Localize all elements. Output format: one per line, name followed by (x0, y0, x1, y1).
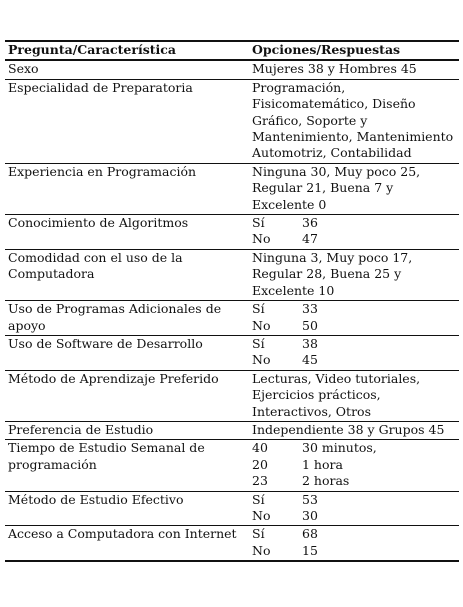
answer-cell (249, 491, 459, 526)
answer-option: No (252, 231, 271, 247)
answer-cell: Mujeres 38 y Hombres 45 (252, 61, 417, 77)
answer-option: Sí (252, 335, 265, 351)
answer-pair (252, 492, 456, 508)
question-cell: Acceso a Computadora con Internet (8, 526, 237, 542)
answer-count: 45 (302, 352, 318, 368)
table-row (5, 79, 459, 163)
answer-count: 15 (302, 542, 318, 558)
answer-pair (252, 318, 456, 334)
answer-cell: Ninguna 30, Muy poco 25, Regular 21, Buena 7 y Excelente 0 (252, 163, 421, 212)
table-row (5, 526, 459, 561)
question-cell: Tiempo de Estudio Semanal de programación (8, 440, 205, 472)
answer-cell (249, 301, 459, 336)
answer-pair (252, 473, 456, 489)
answer-cell: Programación, Fisicomatemático, Diseño Gráfico, Soporte y Mantenimiento, Mantenimiento Automotriz, Contabilidad (252, 79, 454, 161)
answer-option: Sí (252, 215, 265, 231)
answer-cell: Ninguna 3, Muy poco 17, Regular 28, Buena 25 y Excelente 10 (252, 249, 413, 298)
table-row (5, 440, 459, 491)
question-cell: Método de Estudio Efectivo (8, 491, 184, 507)
question-cell: Sexo (8, 61, 39, 77)
answer-count: 1 hora (302, 456, 343, 472)
header-answers: Opciones/Respuestas (249, 41, 459, 60)
answer-option: 40 (252, 440, 268, 456)
answer-pair (252, 440, 456, 456)
answer-option: 23 (252, 473, 268, 489)
answer-pair (252, 352, 456, 368)
answer-cell: Lecturas, Video tutoriales, Ejercicios prácticos, Interactivos, Otros (252, 370, 421, 419)
table-header-row (5, 41, 459, 60)
table-row (5, 421, 459, 439)
answer-count: 30 (302, 507, 318, 523)
question-cell: Uso de Software de Desarrollo (8, 335, 203, 351)
table-row (5, 60, 459, 79)
answer-count: 47 (302, 231, 318, 247)
answer-pair (252, 336, 456, 352)
question-cell: Preferencia de Estudio (8, 421, 154, 437)
answer-pair (252, 457, 456, 473)
header-question: Pregunta/Característica (5, 41, 249, 60)
answer-option: Sí (252, 301, 265, 317)
answer-option: Sí (252, 526, 265, 542)
answer-option: 20 (252, 456, 268, 472)
question-cell: Conocimiento de Algoritmos (8, 215, 189, 231)
answer-option: No (252, 507, 271, 523)
answer-option: Sí (252, 491, 265, 507)
answer-pair (252, 526, 456, 542)
table-row (5, 163, 459, 214)
answer-cell (249, 526, 459, 561)
answer-count: 2 horas (302, 473, 350, 489)
answer-pair (252, 301, 456, 317)
answer-option: No (252, 352, 271, 368)
answer-count: 53 (302, 491, 318, 507)
question-cell: Uso de Programas Adicionales de apoyo (8, 301, 222, 333)
answer-pair (252, 231, 456, 247)
answer-count: 30 minutos, (302, 440, 377, 456)
answer-cell: Independiente 38 y Grupos 45 (252, 421, 445, 437)
answer-cell (249, 440, 459, 491)
answer-pair (252, 508, 456, 524)
answer-count: 50 (302, 317, 318, 333)
answer-pair (252, 215, 456, 231)
table-row (5, 491, 459, 526)
table-row (5, 370, 459, 421)
answer-option: No (252, 317, 271, 333)
answer-count: 68 (302, 526, 318, 542)
answer-count: 33 (302, 301, 318, 317)
question-cell: Método de Aprendizaje Preferido (8, 370, 219, 386)
question-cell: Experiencia en Programación (8, 163, 197, 179)
answer-pair (252, 543, 456, 559)
answer-count: 38 (302, 335, 318, 351)
table-row (5, 335, 459, 370)
question-cell: Especialidad de Preparatoria (8, 79, 193, 95)
answer-option: No (252, 542, 271, 558)
answer-count: 36 (302, 215, 318, 231)
answer-cell (249, 215, 459, 250)
table-row (5, 301, 459, 336)
table-row (5, 249, 459, 300)
table-body (5, 60, 459, 561)
document-page (5, 40, 459, 562)
question-cell: Comodidad con el uso de la Computadora (8, 249, 183, 282)
answer-cell (249, 335, 459, 370)
survey-table (5, 40, 459, 562)
table-row (5, 215, 459, 250)
